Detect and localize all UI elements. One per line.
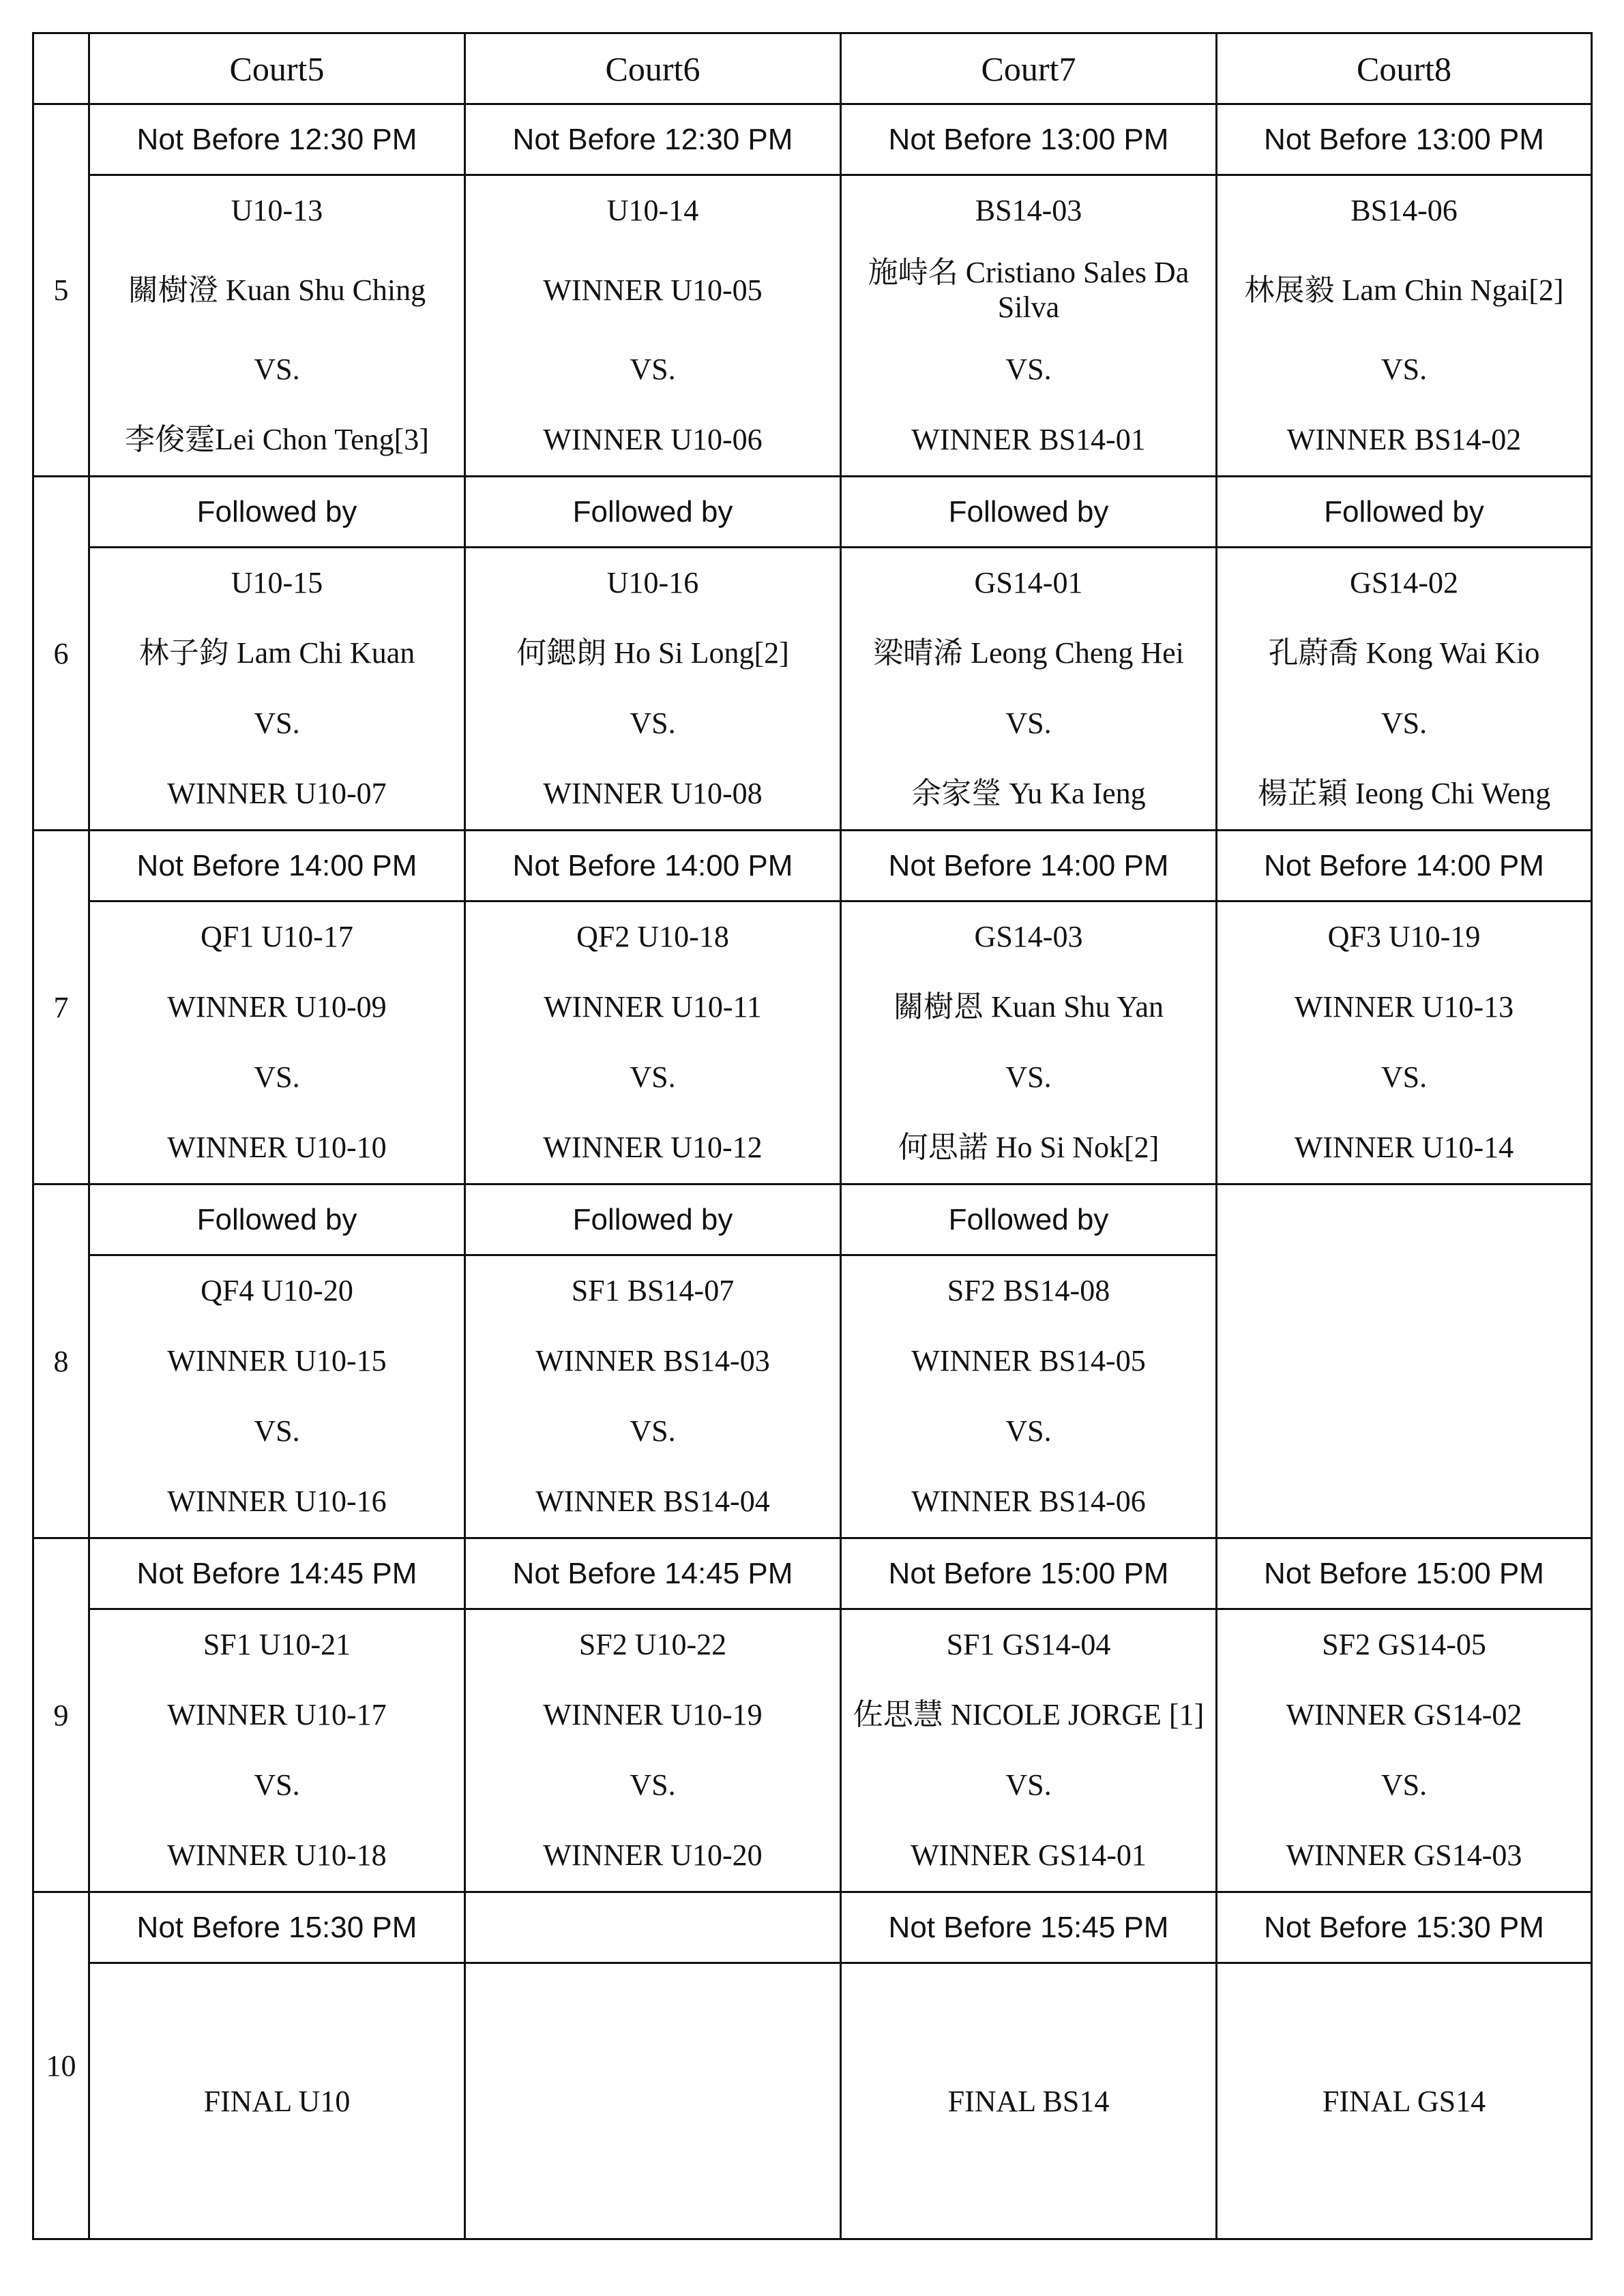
player-one: 林展毅 Lam Chin Ngai[2] bbox=[1244, 273, 1564, 307]
match-code: SF2 U10-22 bbox=[578, 1628, 727, 1662]
time-cell: Followed by bbox=[89, 1184, 465, 1255]
match-code: U10-15 bbox=[231, 566, 323, 600]
corner-cell bbox=[33, 33, 89, 104]
player-two: WINNER GS14-01 bbox=[911, 1838, 1147, 1873]
match-code: SF2 BS14-08 bbox=[947, 1274, 1110, 1308]
player-two: WINNER U10-16 bbox=[167, 1485, 387, 1519]
time-cell: Not Before 15:30 PM bbox=[89, 1892, 465, 1963]
player-one: WINNER U10-19 bbox=[543, 1698, 763, 1732]
player-one: WINNER U10-05 bbox=[543, 273, 763, 307]
match-cell bbox=[465, 1609, 841, 1892]
match-cell bbox=[89, 1609, 465, 1892]
time-row bbox=[33, 477, 1592, 548]
player-two: WINNER U10-06 bbox=[543, 423, 763, 457]
player-one: WINNER BS14-05 bbox=[911, 1344, 1146, 1378]
time-row bbox=[33, 104, 1592, 175]
player-two: WINNER U10-20 bbox=[543, 1838, 763, 1873]
time-cell: Followed by bbox=[465, 477, 841, 548]
match-row bbox=[33, 1609, 1592, 1892]
court-header: Court6 bbox=[465, 33, 841, 104]
match-cell bbox=[1217, 175, 1592, 477]
versus-label: VS. bbox=[1005, 1768, 1052, 1802]
time-cell: Followed by bbox=[465, 1184, 841, 1255]
match-row bbox=[33, 901, 1592, 1184]
match-code: SF1 BS14-07 bbox=[571, 1274, 735, 1308]
header-row bbox=[33, 33, 1592, 104]
player-one: 關樹澄 Kuan Shu Ching bbox=[128, 273, 426, 307]
player-two: 何思諾 Ho Si Nok[2] bbox=[898, 1131, 1160, 1165]
player-two: WINNER U10-18 bbox=[167, 1838, 387, 1873]
match-cell bbox=[89, 175, 465, 477]
final-match: FINAL U10 bbox=[89, 1963, 465, 2239]
court-header: Court8 bbox=[1217, 33, 1592, 104]
round-number: 8 bbox=[33, 1184, 89, 1538]
time-cell: Not Before 12:30 PM bbox=[89, 104, 465, 175]
player-two: WINNER U10-07 bbox=[167, 777, 387, 811]
versus-label: VS. bbox=[630, 1768, 676, 1802]
player-one: 何鍶朗 Ho Si Long[2] bbox=[516, 636, 789, 670]
versus-label: VS. bbox=[1005, 1060, 1052, 1094]
player-one: 梁晴浠 Leong Cheng Hei bbox=[873, 636, 1184, 670]
match-code: GS14-01 bbox=[974, 566, 1083, 600]
player-two: WINNER BS14-04 bbox=[535, 1485, 770, 1519]
match-code: QF2 U10-18 bbox=[576, 920, 729, 954]
player-one: WINNER U10-15 bbox=[167, 1344, 387, 1378]
match-cell bbox=[89, 1255, 465, 1538]
versus-label: VS. bbox=[1381, 1060, 1428, 1094]
time-cell: Not Before 15:00 PM bbox=[1217, 1538, 1592, 1609]
time-cell: Followed by bbox=[89, 477, 465, 548]
match-code: U10-13 bbox=[231, 194, 323, 228]
time-cell: Not Before 14:45 PM bbox=[465, 1538, 841, 1609]
player-two: WINNER BS14-01 bbox=[911, 423, 1146, 457]
match-cell bbox=[841, 175, 1217, 477]
versus-label: VS. bbox=[254, 706, 300, 741]
time-cell: Not Before 13:00 PM bbox=[841, 104, 1217, 175]
match-code: QF3 U10-19 bbox=[1327, 920, 1481, 954]
round-number: 6 bbox=[33, 477, 89, 831]
match-cell bbox=[1217, 1609, 1592, 1892]
time-row bbox=[33, 1538, 1592, 1609]
match-cell bbox=[465, 548, 841, 831]
final-match: FINAL BS14 bbox=[841, 1963, 1217, 2239]
time-cell: Followed by bbox=[841, 1184, 1217, 1255]
match-cell bbox=[841, 901, 1217, 1184]
court-header: Court5 bbox=[89, 33, 465, 104]
court-header: Court7 bbox=[841, 33, 1217, 104]
final-match: FINAL GS14 bbox=[1217, 1963, 1592, 2239]
time-row bbox=[33, 1892, 1592, 1963]
player-two: WINNER BS14-02 bbox=[1286, 423, 1522, 457]
round-number: 7 bbox=[33, 831, 89, 1184]
player-two: WINNER U10-14 bbox=[1294, 1131, 1514, 1165]
match-cell bbox=[1217, 901, 1592, 1184]
match-cell bbox=[89, 901, 465, 1184]
player-two: 余家瑩 Yu Ka Ieng bbox=[911, 777, 1146, 811]
match-cell bbox=[841, 1255, 1217, 1538]
match-code: SF1 GS14-04 bbox=[946, 1628, 1111, 1662]
match-cell bbox=[465, 1255, 841, 1538]
match-cell bbox=[465, 175, 841, 477]
versus-label: VS. bbox=[254, 1414, 300, 1448]
match-code: BS14-03 bbox=[975, 194, 1082, 228]
player-two: WINNER U10-12 bbox=[543, 1131, 763, 1165]
match-code: SF1 U10-21 bbox=[203, 1628, 351, 1662]
match-code: GS14-03 bbox=[974, 920, 1083, 954]
versus-label: VS. bbox=[1381, 353, 1428, 387]
player-one: 關樹恩 Kuan Shu Yan bbox=[893, 990, 1164, 1024]
round-number: 5 bbox=[33, 104, 89, 477]
player-two: 楊芷穎 Ieong Chi Weng bbox=[1257, 777, 1551, 811]
time-row bbox=[33, 831, 1592, 901]
versus-label: VS. bbox=[1005, 353, 1052, 387]
player-two: WINNER U10-08 bbox=[543, 777, 763, 811]
player-one: WINNER GS14-02 bbox=[1286, 1698, 1522, 1732]
match-row bbox=[33, 175, 1592, 477]
versus-label: VS. bbox=[254, 1768, 300, 1802]
empty-cell bbox=[1217, 1184, 1592, 1538]
time-cell: Not Before 15:30 PM bbox=[1217, 1892, 1592, 1963]
time-cell: Not Before 15:45 PM bbox=[841, 1892, 1217, 1963]
match-row bbox=[33, 548, 1592, 831]
versus-label: VS. bbox=[630, 1414, 676, 1448]
player-one: WINNER BS14-03 bbox=[535, 1344, 770, 1378]
match-code: GS14-02 bbox=[1350, 566, 1458, 600]
schedule-table bbox=[32, 32, 1593, 2240]
player-one: WINNER U10-11 bbox=[544, 990, 762, 1024]
match-code: SF2 GS14-05 bbox=[1322, 1628, 1486, 1662]
player-one: WINNER U10-13 bbox=[1294, 990, 1514, 1024]
player-one: 佐思慧 NICOLE JORGE [1] bbox=[853, 1698, 1205, 1732]
match-cell bbox=[465, 901, 841, 1184]
round-number: 10 bbox=[33, 1892, 89, 2239]
player-one: 施峙名 Cristiano Sales Da Silva bbox=[868, 256, 1190, 324]
player-one: WINNER U10-09 bbox=[167, 990, 387, 1024]
time-cell: Not Before 15:00 PM bbox=[841, 1538, 1217, 1609]
match-cell bbox=[841, 1609, 1217, 1892]
time-cell: Not Before 14:00 PM bbox=[465, 831, 841, 901]
player-one: 孔蔚喬 Kong Wai Kio bbox=[1268, 636, 1540, 670]
player-two: WINNER U10-10 bbox=[167, 1131, 387, 1165]
time-cell: Not Before 14:00 PM bbox=[89, 831, 465, 901]
versus-label: VS. bbox=[1381, 1768, 1428, 1802]
match-code: U10-16 bbox=[606, 566, 699, 600]
final-row bbox=[33, 1963, 1592, 2239]
versus-label: VS. bbox=[1381, 706, 1428, 741]
versus-label: VS. bbox=[630, 353, 676, 387]
versus-label: VS. bbox=[1005, 1414, 1052, 1448]
time-cell: Not Before 14:00 PM bbox=[1217, 831, 1592, 901]
time-cell: Not Before 14:00 PM bbox=[841, 831, 1217, 901]
final-match bbox=[465, 1963, 841, 2239]
versus-label: VS. bbox=[254, 1060, 300, 1094]
versus-label: VS. bbox=[1005, 706, 1052, 741]
player-two: WINNER GS14-03 bbox=[1286, 1838, 1522, 1873]
player-two: 李俊霆Lei Chon Teng[3] bbox=[125, 423, 429, 457]
player-two: WINNER BS14-06 bbox=[911, 1485, 1146, 1519]
time-cell bbox=[465, 1892, 841, 1963]
time-cell: Not Before 13:00 PM bbox=[1217, 104, 1592, 175]
round-number: 9 bbox=[33, 1538, 89, 1892]
match-code: QF1 U10-17 bbox=[201, 920, 353, 954]
player-one: 林子鈞 Lam Chi Kuan bbox=[138, 636, 415, 670]
time-cell: Not Before 12:30 PM bbox=[465, 104, 841, 175]
match-cell bbox=[1217, 548, 1592, 831]
versus-label: VS. bbox=[630, 706, 676, 741]
player-one: WINNER U10-17 bbox=[167, 1698, 387, 1732]
versus-label: VS. bbox=[630, 1060, 676, 1094]
match-cell bbox=[89, 548, 465, 831]
match-code: BS14-06 bbox=[1350, 194, 1458, 228]
versus-label: VS. bbox=[254, 353, 300, 387]
time-cell: Not Before 14:45 PM bbox=[89, 1538, 465, 1609]
time-cell: Followed by bbox=[841, 477, 1217, 548]
match-cell bbox=[841, 548, 1217, 831]
time-row bbox=[33, 1184, 1592, 1255]
time-cell: Followed by bbox=[1217, 477, 1592, 548]
match-code: U10-14 bbox=[606, 194, 699, 228]
match-code: QF4 U10-20 bbox=[201, 1274, 353, 1308]
